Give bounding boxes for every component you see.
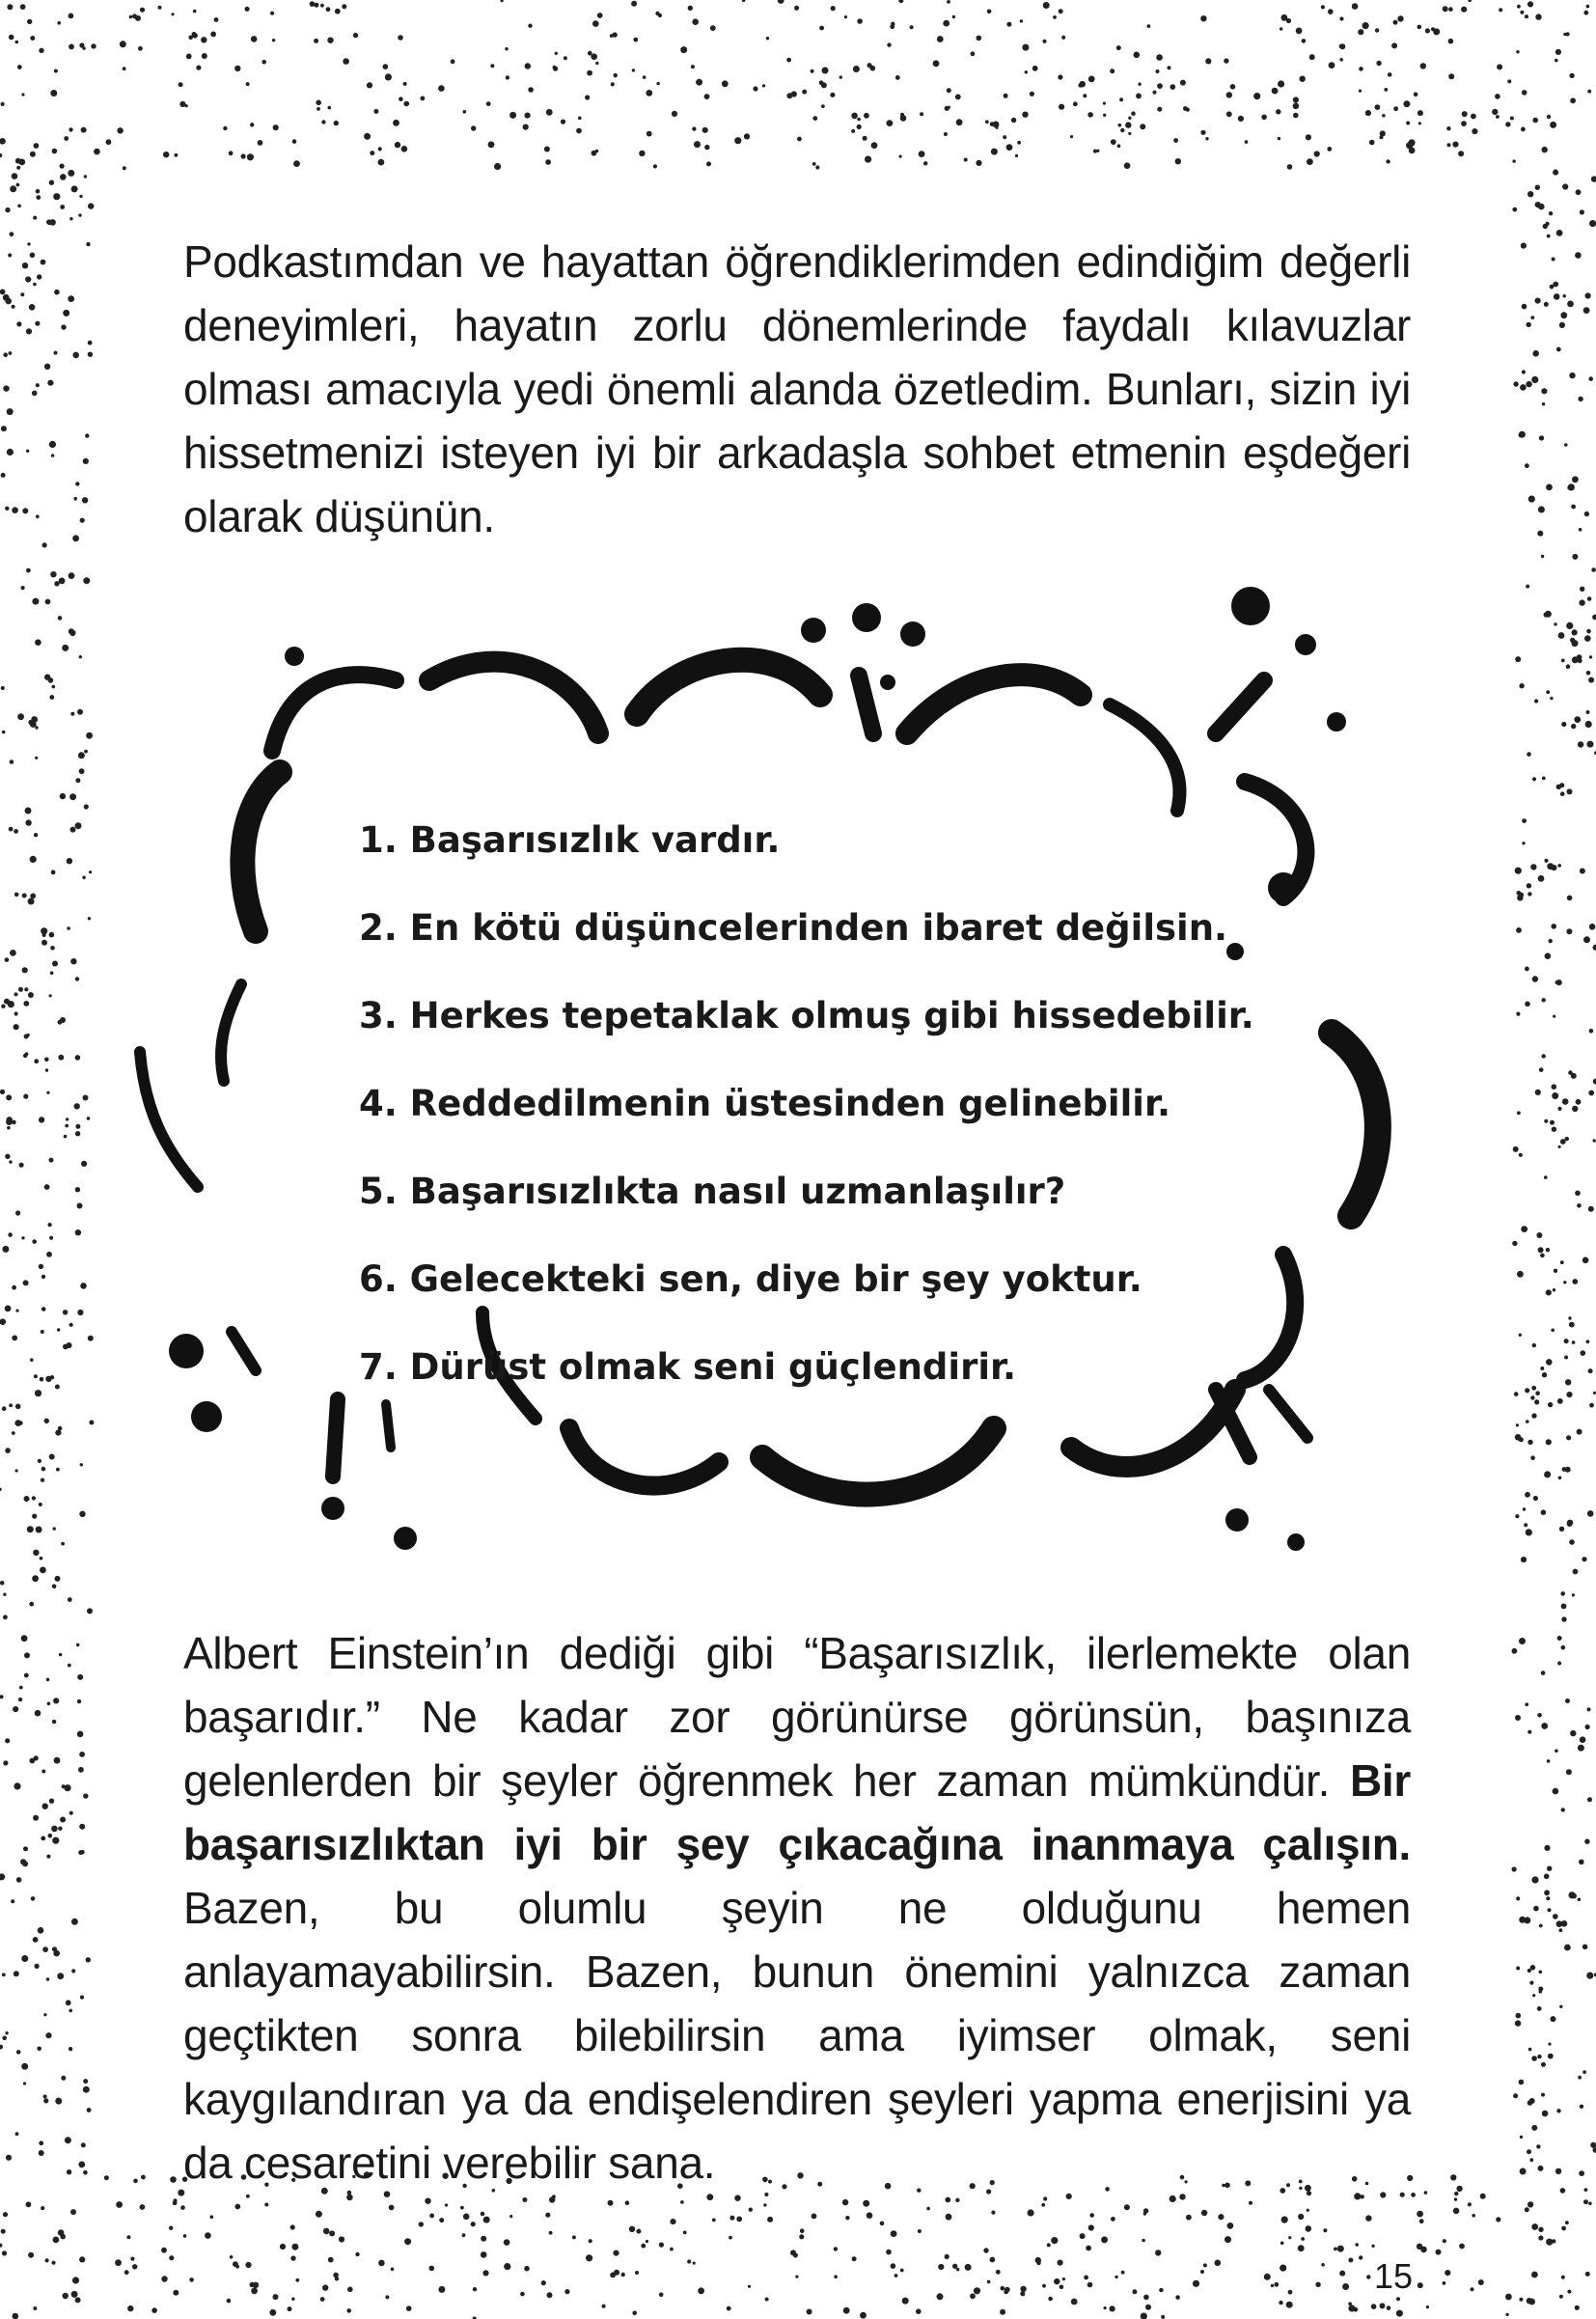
list-item: 2. En kötü düşüncelerinden ibaret değilsin. [359,907,1228,949]
cloud-stroke [242,772,280,931]
list-item: 1. Başarısızlık vardır. [359,819,781,861]
list-item: 6. Gelecekteki sen, diye bir şey yoktur. [359,1258,1142,1300]
outro-text-continued: Bazen, bu olumlu şeyin ne olduğunu hemen anlayamayabilirsin. Bazen, bunun önemini yalnızca zaman geçtikten sonra bilebilirsin ama iyimser olmak, seni kaygılandıran ya da endişelendiren şeyleri yapma enerjisini ya da cesaretini verebilir sana. [183,1883,1411,2188]
page-number: 15 [1373,2256,1413,2296]
sparkle-stroke [1216,680,1264,733]
cloud-stroke [569,1428,719,1486]
cloud-stroke [637,660,820,714]
cloud-stroke [272,675,396,751]
cloud-stroke [907,675,1081,733]
cloud-stroke [1332,1033,1378,1216]
sparkle-dot [880,675,895,690]
sparkle-dot [852,603,881,632]
cloud-stroke [762,1428,994,1495]
list-item: 3. Herkes tepetaklak olmuş gibi hissedebilir. [359,995,1254,1036]
sparkle-dot [285,647,304,666]
sparkle-dot [321,1497,344,1520]
sparkle-dot [900,621,925,647]
outro-emphasis: Bir başarısızlıktan iyi bir şey çıkacağına inanmaya çalışın. [183,1755,1411,1869]
outro-text: Albert Einstein’ın dediği gibi “Başarısızlık, ilerlemekte olan başarıdır.” Ne kadar zor görünürse görünsün, başınıza gelenlerden bir şeyler öğrenmek her zaman mümkündür. [183,1628,1411,1806]
sparkle-dot [1231,587,1270,625]
seven-lessons-list [359,818,1254,1433]
sparkle-dot [169,1334,204,1368]
sparkle-dot [1268,872,1299,903]
intro-paragraph: Podkastımdan ve hayattan öğrendiklerimden edindiğim değerli deneyimleri, hayatın zorlu dönemlerinde faydalı kılavuzlar olması amacıyla yedi önemli alanda özetledim. Bunları, sizin iyi hissetmenizi isteyen iyi bir arkadaşla sohbet etmenin eşdeğeri olarak düşünün. [183,236,1411,541]
sparkle-stroke [333,1399,338,1477]
cloud-stroke [429,662,598,733]
sparkle-stroke [859,676,873,733]
sparkle-dot [394,1527,417,1550]
cloud-stroke [1110,704,1179,811]
sparkle-stroke [1269,1390,1307,1438]
sparkle-dot [1295,634,1316,655]
list-item: 4. Reddedilmenin üstesinden gelinebilir. [359,1083,1171,1124]
sparkle-dot [801,618,826,643]
list-item: 5. Başarısızlıkta nasıl uzmanlaşılır? [359,1171,1066,1212]
sparkle-stroke [232,1332,256,1370]
sparkle-dot [1327,712,1346,732]
cloud-stroke [140,1052,198,1187]
cloud-stroke [221,984,241,1081]
sparkle-dot [191,1401,222,1432]
sparkle-dot [1287,1533,1305,1551]
sparkle-dot [1225,1508,1249,1532]
list-item: 7. Dürüst olmak seni güçlendirir. [359,1346,1017,1388]
